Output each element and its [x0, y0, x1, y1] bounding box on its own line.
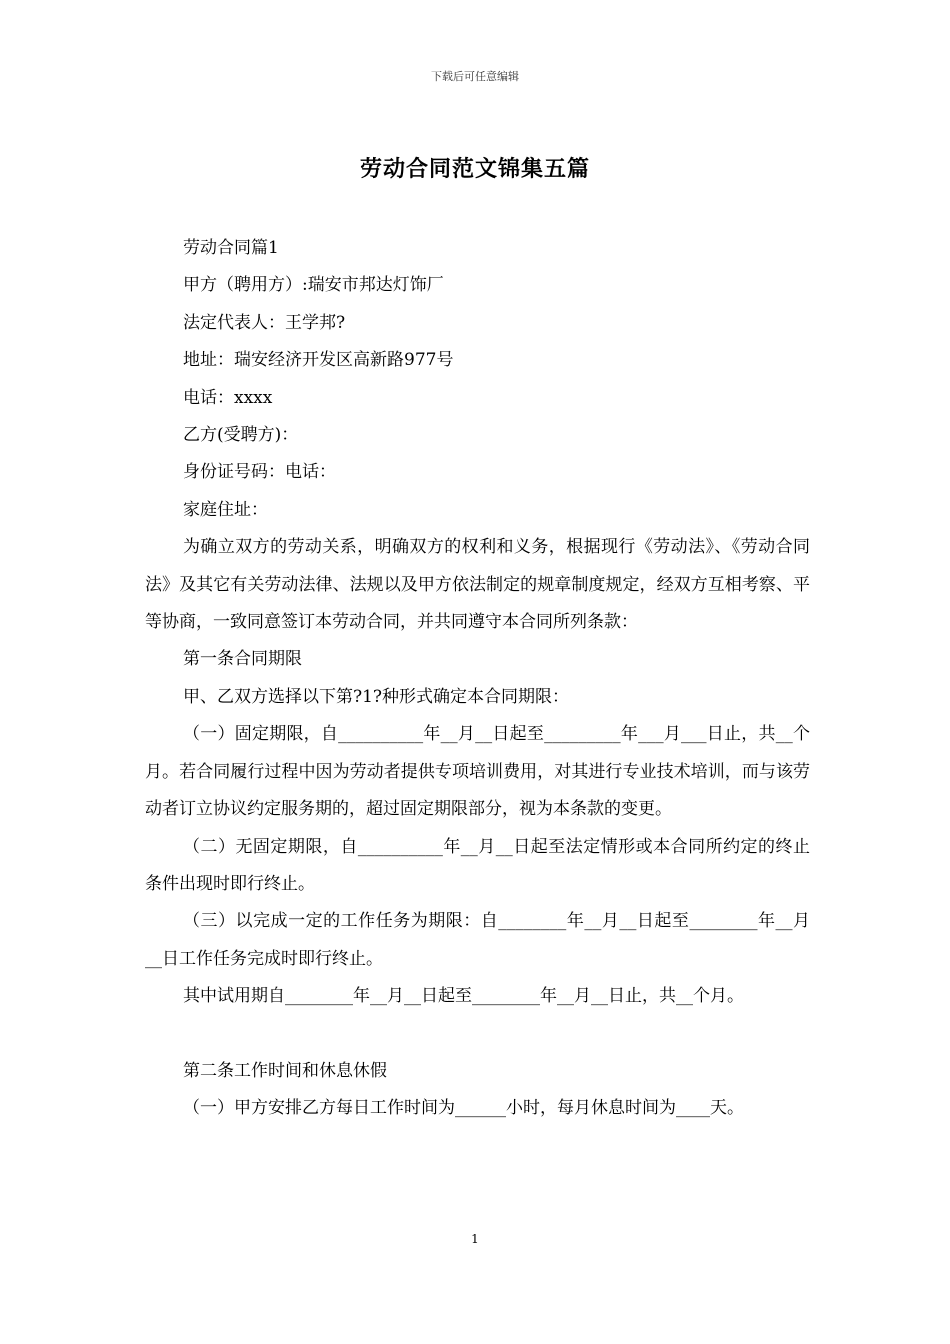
document-body	[145, 230, 810, 1127]
id-number: 身份证号码：电话：	[183, 462, 336, 483]
article-2-heading: 第二条工作时间和休息休假	[183, 1060, 387, 1081]
fixed-term-clause: （一）固定期限，自__________年__月__日起至_________年___月___日止，共__个月。若合同履行过程中因为劳动者提供专项培训费用，对其进行专业技术培训，而与该劳动者订立协议约定服务期的，超过固定期限部分，视为本条款的变更。	[145, 724, 810, 820]
spacer	[145, 1016, 810, 1053]
preamble-paragraph: 为确立双方的劳动关系，明确双方的权利和义务，根据现行《劳动法》、《劳动合同法》及其它有关劳动法律、法规以及甲方依法制定的规章制度规定，经双方互相考察、平等协商，一致同意签订本劳动合同，并共同遵守本合同所列条款：	[145, 537, 810, 633]
task-term-clause: （三）以完成一定的工作任务为期限：自________年__月__日起至________年__月__日工作任务完成时即行终止。	[145, 911, 810, 969]
document-title: 劳动合同范文锦集五篇	[359, 156, 590, 182]
article-1-heading: 第一条合同期限	[183, 649, 302, 670]
home-address: 家庭住址：	[183, 499, 268, 520]
open-term-clause: （二）无固定期限，自__________年__月__日起至法定情形或本合同所约定的终止条件出现时即行终止。	[145, 836, 810, 894]
page-number: 1	[471, 1232, 479, 1246]
contract-heading: 劳动合同篇1	[183, 238, 279, 258]
address: 地址：瑞安经济开发区高新路977号	[183, 350, 454, 371]
working-hours-clause: （一）甲方安排乙方每日工作时间为______小时，每月休息时间为____天。	[183, 1097, 744, 1118]
phone: 电话：xxxx	[183, 387, 273, 408]
probation-clause: 其中试用期自________年__月__日起至________年__月__日止，共__个月。	[183, 986, 744, 1007]
party-b: 乙方(受聘方)：	[183, 425, 299, 446]
term-selection: 甲、乙双方选择以下第?1?种形式确定本合同期限：	[183, 686, 570, 707]
page-header: 下载后可任意编辑	[431, 70, 519, 83]
legal-representative: 法定代表人：王学邦?	[183, 312, 346, 333]
party-a: 甲方（聘用方）:瑞安市邦达灯饰厂	[183, 275, 444, 296]
